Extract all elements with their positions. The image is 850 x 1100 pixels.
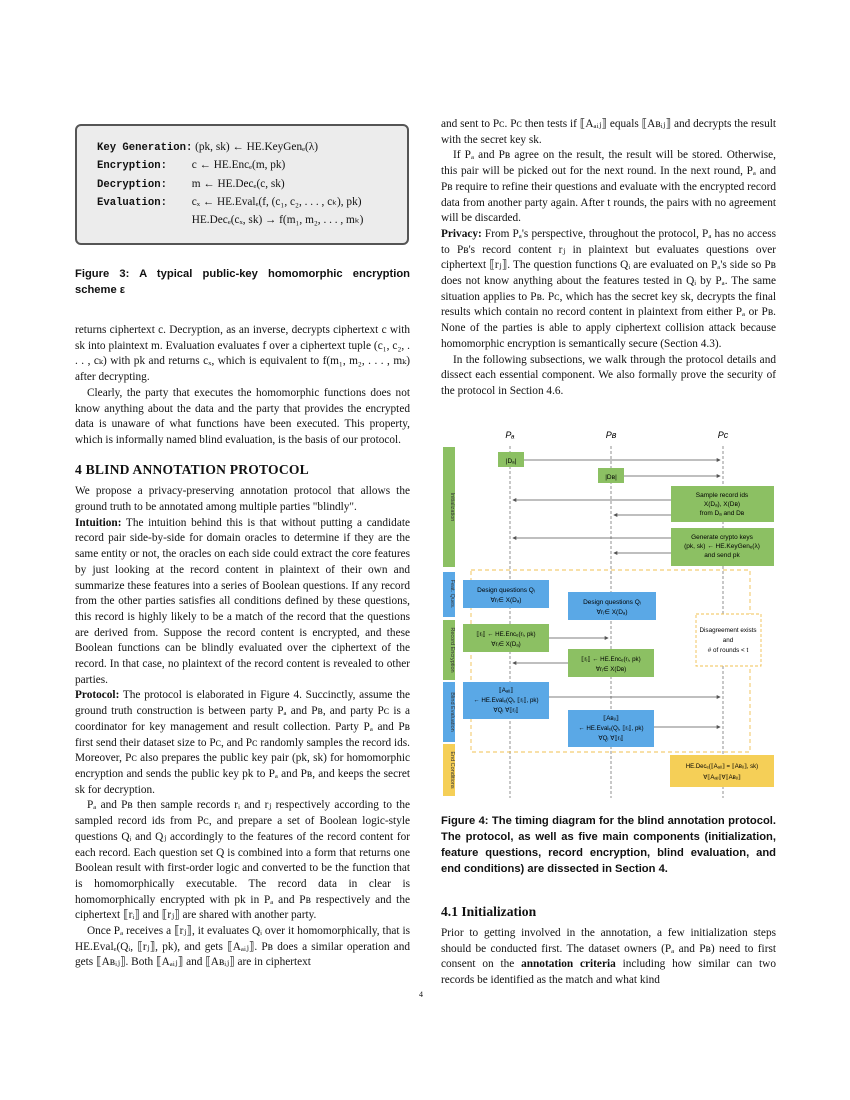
right-column [441,117,776,400]
paragraph: Once Pₐ receives a ⟦rⱼ⟧, it evaluates Qᵢ over it homomorphically, that is HE.Evalₑ(Qᵢ, ⟦rⱼ⟧, pk), and gets ⟦Aₐᵢⱼ⟧. Pʙ does a similar operation and gets ⟦Aʙᵢⱼ⟧. Both ⟦Aₐᵢⱼ⟧ and ⟦Aʙᵢⱼ⟧ are in ciphertext [75,925,410,969]
phase-label: Feat. Ques. [449,579,455,609]
box-text: ⟦rᵢ⟧ ← HE.Encₑ(rᵢ, pk) [476,631,536,638]
he-expr: m ← HE.Decₑ(c, sk) [191,178,285,190]
he-row-dec [97,177,285,192]
paragraph: returns ciphertext c. Decryption, as an inverse, decrypts ciphertext c with sk into plaintext m. Evaluation evaluates f over a ciphertext tuple (c₁, c₂, . . . , cₖ) with pk and returns cₓ, which is equivalent to f(m₁, m₂, . . . , mₖ) after decrypting. [75,324,410,384]
timing-diagram [441,420,781,805]
paragraph: We propose a privacy-preserving annotation protocol that allows the ground truth to be annotated among multiple parties "blindly". [75,485,410,514]
paragraph: In the following subsections, we walk through the protocol details and dissect each essential component. We also formally prove the security of the protocol in Section 4.6. [441,353,776,397]
box-text: Generate crypto keys [691,534,753,541]
phase-label: End Conditions [449,751,455,789]
figure3-caption: Figure 3: A typical public-key homomorphic encryption scheme ε [75,268,410,296]
phase-label: Initialization [449,492,455,522]
paragraph: and sent to Pᴄ. Pᴄ then tests if ⟦Aₐᵢⱼ⟧ equals ⟦Aʙᵢⱼ⟧ and decrypts the result with the secret key sk. [441,118,776,146]
box-text: ⟦Aʙᵢⱼ⟧ [603,715,619,722]
he-row-eval [97,195,362,210]
run-in-heading: Intuition: [75,516,122,529]
box-end-condition [670,755,774,787]
paragraph-intuition [75,516,410,689]
paragraph-privacy [441,227,776,353]
he-expr: cₓ ← HE.Evalₑ(f, (c₁, c₂, . . . , cₖ), pk) [191,196,362,208]
left-column [75,323,410,971]
he-scheme-box [75,124,409,245]
run-in-heading: Privacy: [441,227,482,240]
box-text: ⟦Aₐᵢⱼ⟧ [498,687,514,694]
paragraph-text: including how similar can two records be identified as the match and what kind [441,958,776,987]
box-text: ← HE.Evalₑ(Qⱼ, ⟦rᵢ⟧, pk) [578,725,644,732]
he-row-eval-dec [97,213,363,227]
phase-label: Record Encryption [449,627,455,673]
box-text: ∀⟦Aₐᵢⱼ⟧∀⟦Aʙᵢⱼ⟧ [703,775,741,781]
he-label: Key Generation: [97,142,193,154]
figure4-caption: Figure 4: The timing diagram for the blind annotation protocol. The protocol, as well as five main components (initialization, feature questions, record encryption, blind evaluation, and end conditions) are dissected in Section 4. [441,815,776,875]
box-text: ∀rⱼ∈ X(Dₐ) [596,609,628,616]
box-text: and send pk [704,552,740,559]
box-text: Sample record ids [695,492,749,499]
paragraph-text: The protocol is elaborated in Figure 4. Succinctly, assume the ground truth construction is between party Pₐ and Pʙ, and party Pᴄ is a coordinator for key management and result collection. Party Pₐ and Pʙ first send their dataset size to Pᴄ, and Pᴄ randomly samples the record ids. Moreover, Pᴄ also prepares the public key pair (pk, sk) for homomorphic encryption and sends the public key pk to Pₐ and Pʙ, and keeps the secret sk for decryption. [75,689,410,796]
paragraph: Pₐ and Pʙ then sample records rᵢ and rⱼ respectively according to the sampled record ids from Pᴄ, and prepare a set of Boolean logic-style questions Qᵢ and Qⱼ accordingly to the features of the record content for each record. Each question set Q is combined into a form that returns one Boolean result with first-order logic and converted to be the function that is homomorphically executable. The record data in clear is homomorphically encrypted with pk in Pₐ and Pʙ respectively and the ciphertext ⟦rᵢ⟧ and ⟦rⱼ⟧ are shared with another party. [75,799,410,922]
he-row-keygen [97,140,318,155]
he-expr: (pk, sk) ← HE.KeyGenₑ(λ) [195,141,318,153]
paragraph [441,926,776,989]
he-expr: c ← HE.Encₑ(m, pk) [191,159,286,171]
page-number: 4 [419,990,423,999]
he-expr: HE.Decₑ(cₓ, sk) → f(m₁, m₂, . . . , mₖ) [191,214,364,226]
box-db-text: |Dʙ| [605,474,617,481]
box-text: (pk, sk) ← HE.KeyGenₑ(λ) [684,543,760,550]
box-text: Design questions Qⱼ [583,599,641,606]
emphasis: annotation criteria [521,958,616,971]
subsection-title: 4.1 Initialization [441,904,537,919]
box-text: Disagreement exists [699,627,757,634]
box-text: ⟦rⱼ⟧ ← HE.Encₑ(rⱼ, pk) [581,656,641,663]
paragraph-text: Prior to getting involved in the annotation, a few initialization steps should be conducted first. The dataset owners (Pₐ and Pʙ) need to first consent on the [441,927,776,971]
box-text: Design questions Qᵢ [477,587,535,594]
paragraph-protocol [75,688,410,798]
paragraph-text: From Pₐ's perspective, throughout the protocol, Pₐ has no access to Pʙ's record content rⱼ in plaintext but evaluates questions over ciphertext ⟦rⱼ⟧. The question functions Qᵢ are evaluated on Pₐ's side so Pʙ does not know anything about the features tested in Qᵢ by Pₐ. The same situation applies to Pʙ. Pᴄ, which has the secret key sk, decrypts the final results which contain no record content in plaintext from either Pₐ or Pʙ. None of the parties is able to apply ciphertext collision attack because homomorphic encryption is semantically secure (Section 4.3). [441,227,776,350]
paragraph: If Pₐ and Pʙ agree on the result, the result will be stored. Otherwise, this pair will be picked out for the next round. In the next round, Pₐ and Pʙ require to refine their questions and evaluate with the encrypted record data from another party again. After t rounds, the pairs with no agreement will be discarded. [441,149,776,225]
section-title: 4 BLIND ANNOTATION PROTOCOL [75,461,309,477]
paragraph-text: The intuition behind this is that without putting a candidate record pair side-by-side for domain oracles to determine if they are the same entity or not, the oracles on each side could extract the core features by just looking at the record content in plaintext of their own and summarize these features into a series of Boolean questions. If any record from the other parties satisfies all conditions defined by these questions, this record is highly likely to be a match of the record that the questions are derived from. Suppose the record content is encrypted, and these Boolean functions can be blindly evaluated over the ciphertext of the record. In that case, no plaintext of the record content is revealed to other parties. [75,516,410,686]
box-text: and [722,637,734,644]
box-text: ∀rⱼ∈ X(Dʙ) [595,666,627,673]
box-text: ∀Qⱼ ∀⟦rᵢ⟧ [598,735,624,742]
party-label-pc: Pᴄ [717,430,729,440]
box-text: from Dₐ and Dʙ [699,510,745,517]
box-text: HE.Decₑ(⟦Aₐᵢⱼ⟧ = ⟦Aʙᵢⱼ⟧, sk) [685,764,759,770]
right-column-bottom [441,926,776,989]
box-text: ∀Qᵢ ∀⟦rⱼ⟧ [493,707,519,714]
he-label: Decryption: [97,179,167,191]
run-in-heading: Protocol: [75,689,120,702]
box-text: X(Dₐ), X(Dʙ) [703,501,741,508]
he-label: Encryption: [97,160,167,172]
box-text: # of rounds < t [707,647,749,654]
phase-label: Blind Evaluation [449,692,455,732]
box-text: ← HE.Evalₑ(Qᵢ, ⟦rⱼ⟧, pk) [473,697,539,704]
party-label-pb: Pʙ [605,430,617,440]
paragraph: Clearly, the party that executes the homomorphic functions does not know anything about the data and the party that provides the encrypted data is unaware of what functions have been executed. This property, which is informally named blind evaluation, is the basis of our protocol. [75,386,410,446]
he-row-enc [97,158,285,173]
box-text: ∀rᵢ∈ X(Dₐ) [491,641,521,648]
box-da-text: |Dₐ| [505,458,517,465]
box-text: ∀rᵢ∈ X(Dₐ) [490,597,522,604]
party-label-pa: Pₐ [505,430,515,440]
he-label: Evaluation: [97,197,167,209]
